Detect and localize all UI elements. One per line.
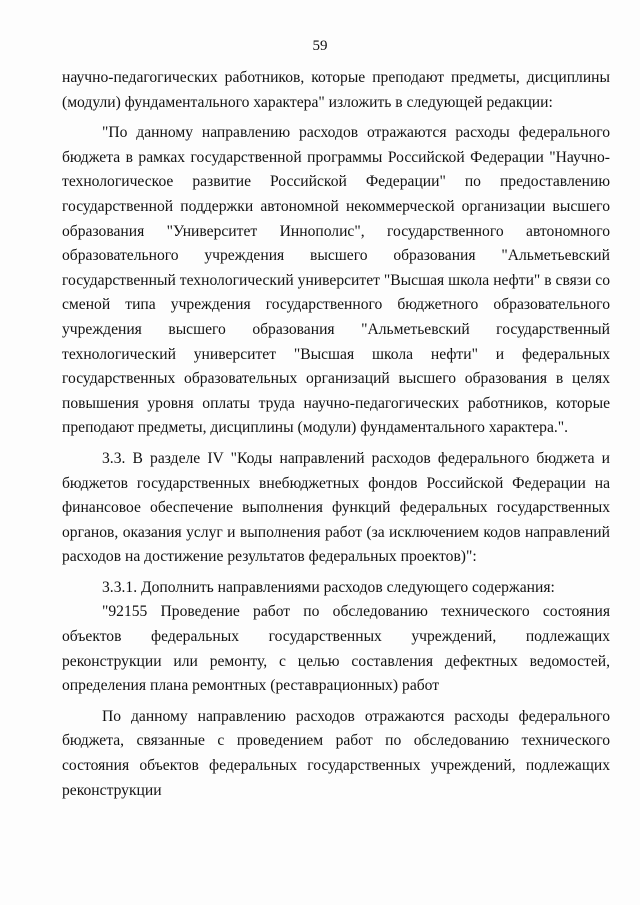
paragraph-code-92155: "92155 Проведение работ по обследованию технического состояния объектов федеральных государственных учреждений, подлежащих реконструкции или ремонту, с целью составления дефектных ведомостей, определения плана ремонтных (реставрационных) работ [62, 603, 610, 695]
paragraph-quote: "По данному направлению расходов отражаются расходы федерального бюджета в рамках государственной программы Российской Федерации "Научно-технологическое развитие Российской Федерации" по предоставлению государственной поддержки автономной некоммерческой организации высшего образования "Университет Иннополис", государственного автономного образовательного учреждения высшего образования "Альметьевский государственный технологический университет "Высшая школа нефти" в связи со сменой типа учреждения государственного бюджетного образовательного учреждения высшего образования "Альметьевский государственный технологический университет "Высшая школа нефти" и федеральных государственных образовательных организаций высшего образования в целях повышения уровня оплаты труда научно-педагогических работников, которые преподают предметы, дисциплины (модули) фундаментального характера.". [62, 124, 610, 437]
paragraph-intro: научно-педагогических работников, которые преподают предметы, дисциплины (модули) фундаментального характера" изложить в следующей редакции: [62, 69, 610, 111]
paragraph-expense-description: По данному направлению расходов отражаются расходы федерального бюджета, связанные с проведением работ по обследованию технического состояния объектов федеральных государственных учреждений, подлежащих реконструкции [62, 707, 610, 799]
page-number: 59 [312, 38, 328, 54]
document-body [62, 66, 610, 803]
paragraph-section-3-3-1: 3.3.1. Дополнить направлениями расходов следующего содержания: [102, 578, 555, 596]
paragraph-section-3-3: 3.3. В разделе IV "Коды направлений расходов федерального бюджета и бюджетов государственных внебюджетных фондов Российской Федерации на финансовое обеспечение выполнения функций федеральных государственных органов, оказания услуг и выполнения работ (за исключением кодов направлений расходов на достижение результатов федеральных проектов)": [62, 449, 610, 566]
